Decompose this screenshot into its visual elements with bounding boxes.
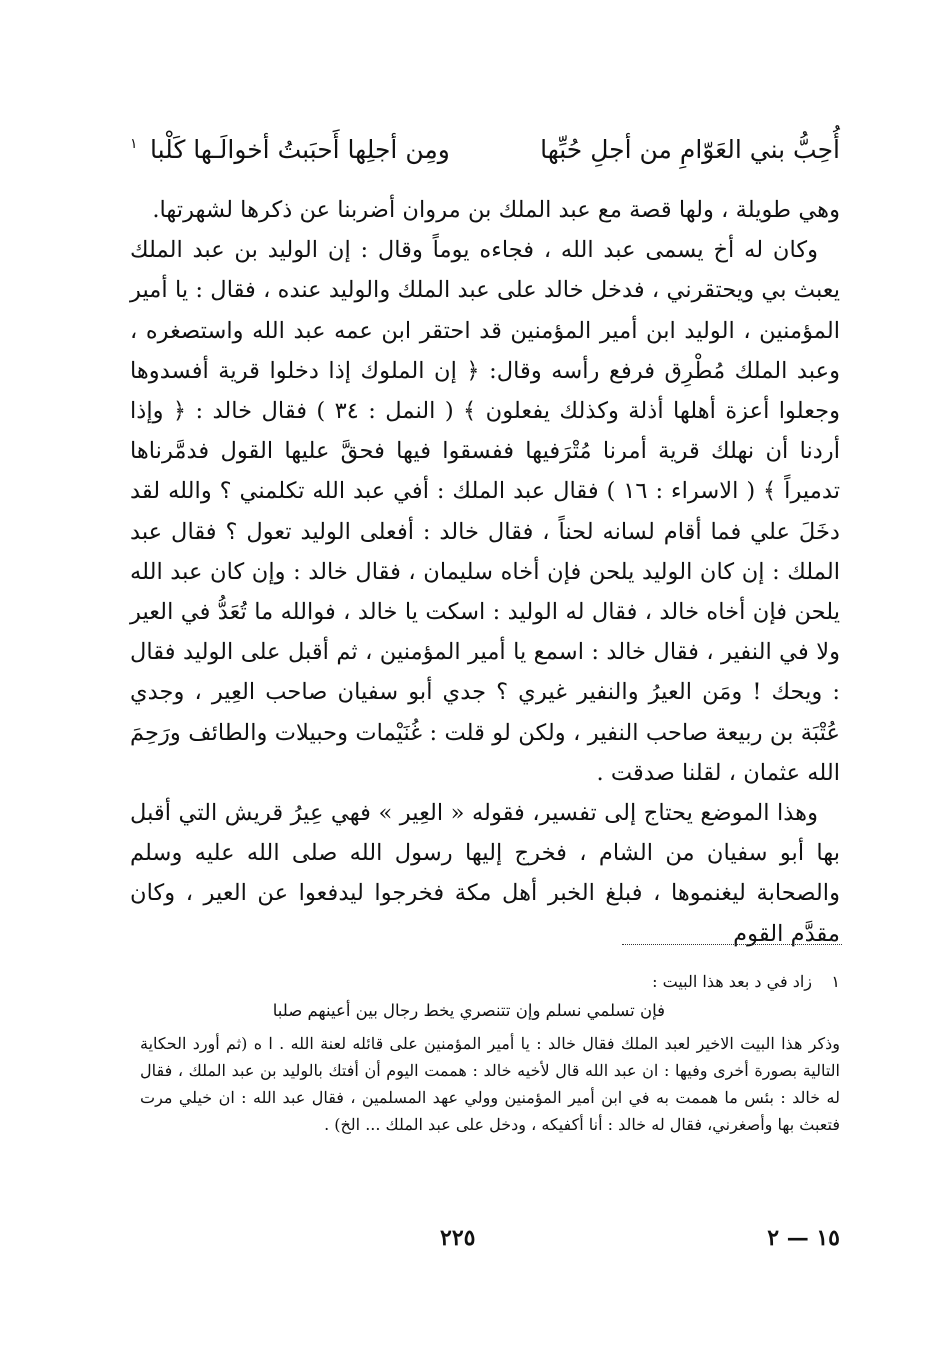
footnote-separator xyxy=(622,944,842,945)
footnote-text: وذكر هذا البيت الاخير لعبد الملك فقال خالد : يا أمير المؤمنين على قائله لعنة الله . ا ه (ثم أورد الحكاية التالية بصورة أخرى وفيها : ان عبد الله قال لأخيه خالد : هممت اليوم أن أفتك بالوليد بن عبد الملك ، فقال له خالد : بئس ما هممت به في ابن أمير المؤمنين وولي عهد المسلمين ، فقال عبد الله : ان خيلي مرت فتعبث بها وأصغرني، فقال له خالد : أنا أكفيكه ، ودخل على عبد الملك ... الخ) . xyxy=(140,1034,841,1134)
verse-first-hemistich: أُحِبُّ بني العَوّامِ من أجلِ حُبِّها xyxy=(540,135,840,164)
footnote-number: ١ xyxy=(831,972,840,991)
poem-verse xyxy=(130,128,840,172)
footnote-intro: زاد في د بعد هذا البيت : xyxy=(652,972,812,991)
paragraph: وكان له أخ يسمى عبد الله ، فجاءه يوماً وقال : إن الوليد بن عبد الملك يعبث بي ويحتقرني ، فدخل خالد على عبد الملك والوليد عنده ، فقال : يا أمير المؤمنين ، الوليد ابن أمير المؤمنين قد احتقر ابن عمه عبد الله واستصغره ، وعبد الملك مُطْرِق فرفع رأسه وقال: ﴿ إن الملوك إذا دخلوا قرية أفسدوها وجعلوا أعزة أهلها أذلة وكذلك يفعلون ﴾ ( النمل : ٣٤ ) فقال خالد : ﴿ وإذا أردنا أن نهلك قرية أمرنا مُتْرَفيها ففسقوا فيها فحقَّ عليها القول فدمَّرناها تدميراً ﴾ ( الاسراء : ١٦ ) فقال عبد الملك : أفي عبد الله تكلمني ؟ والله لقد دخَلَ علي فما أقام لسانه لحناً ، فقال خالد : أفعلى الوليد تعول ؟ فقال عبد الملك : إن كان الوليد يلحن فإن أخاه سليمان ، فقال خالد : وإن كان عبد الله يلحن فإن أخاه خالد ، فقال له الوليد : اسكت يا خالد ، فوالله ما تُعَدُّ في العير ولا في النفير ، فقال خالد : اسمع يا أمير المؤمنين ، ثم أقبل على الوليد فقال : ويحك ! ومَن العيرُ والنفير غيري ؟ جدي أبو سفيان صاحب العِير ، وجدي عُتْبَة بن ربيعة صاحب النفير ، ولكن لو قلت : غُنَيْمات وحبيلات والطائف ورَحِمَ الله عثمان ، لقلنا صدقت . xyxy=(130,237,840,786)
page-footer xyxy=(130,1222,840,1254)
page-number: ٢٢٥ xyxy=(440,1225,476,1251)
paragraph: وهذا الموضع يحتاج إلى تفسير، فقوله « العِير » فهي عِيرُ قريش التي أقبل بها أبو سفيان من الشام ، فخرج إليها رسول الله صلى الله عليه وسلم والصحابة ليغنموها ، فبلغ الخبر أهل مكة فخرجوا ليدفعوا عن العير ، وكان مقدَّم القوم xyxy=(130,800,840,947)
verse-second-hemistich: ومِن أجلِها أَحبَبتُ أخوالَـها كَلْبا xyxy=(150,135,450,164)
main-text xyxy=(130,190,840,954)
signature-mark: ١٥ — ٢ xyxy=(767,1225,840,1251)
footnote-reference: ١ xyxy=(130,136,138,152)
footnote-verse: فإن تسلمي نسلم وإن تتنصري يخط رجال بين أعينهم صلبا xyxy=(272,1001,665,1020)
footnotes xyxy=(140,968,840,1138)
footnote-heading xyxy=(140,968,840,995)
paragraph: وهي طويلة ، ولها قصة مع عبد الملك بن مروان أضربنا عن ذكرها لشهرتها. xyxy=(152,197,840,223)
